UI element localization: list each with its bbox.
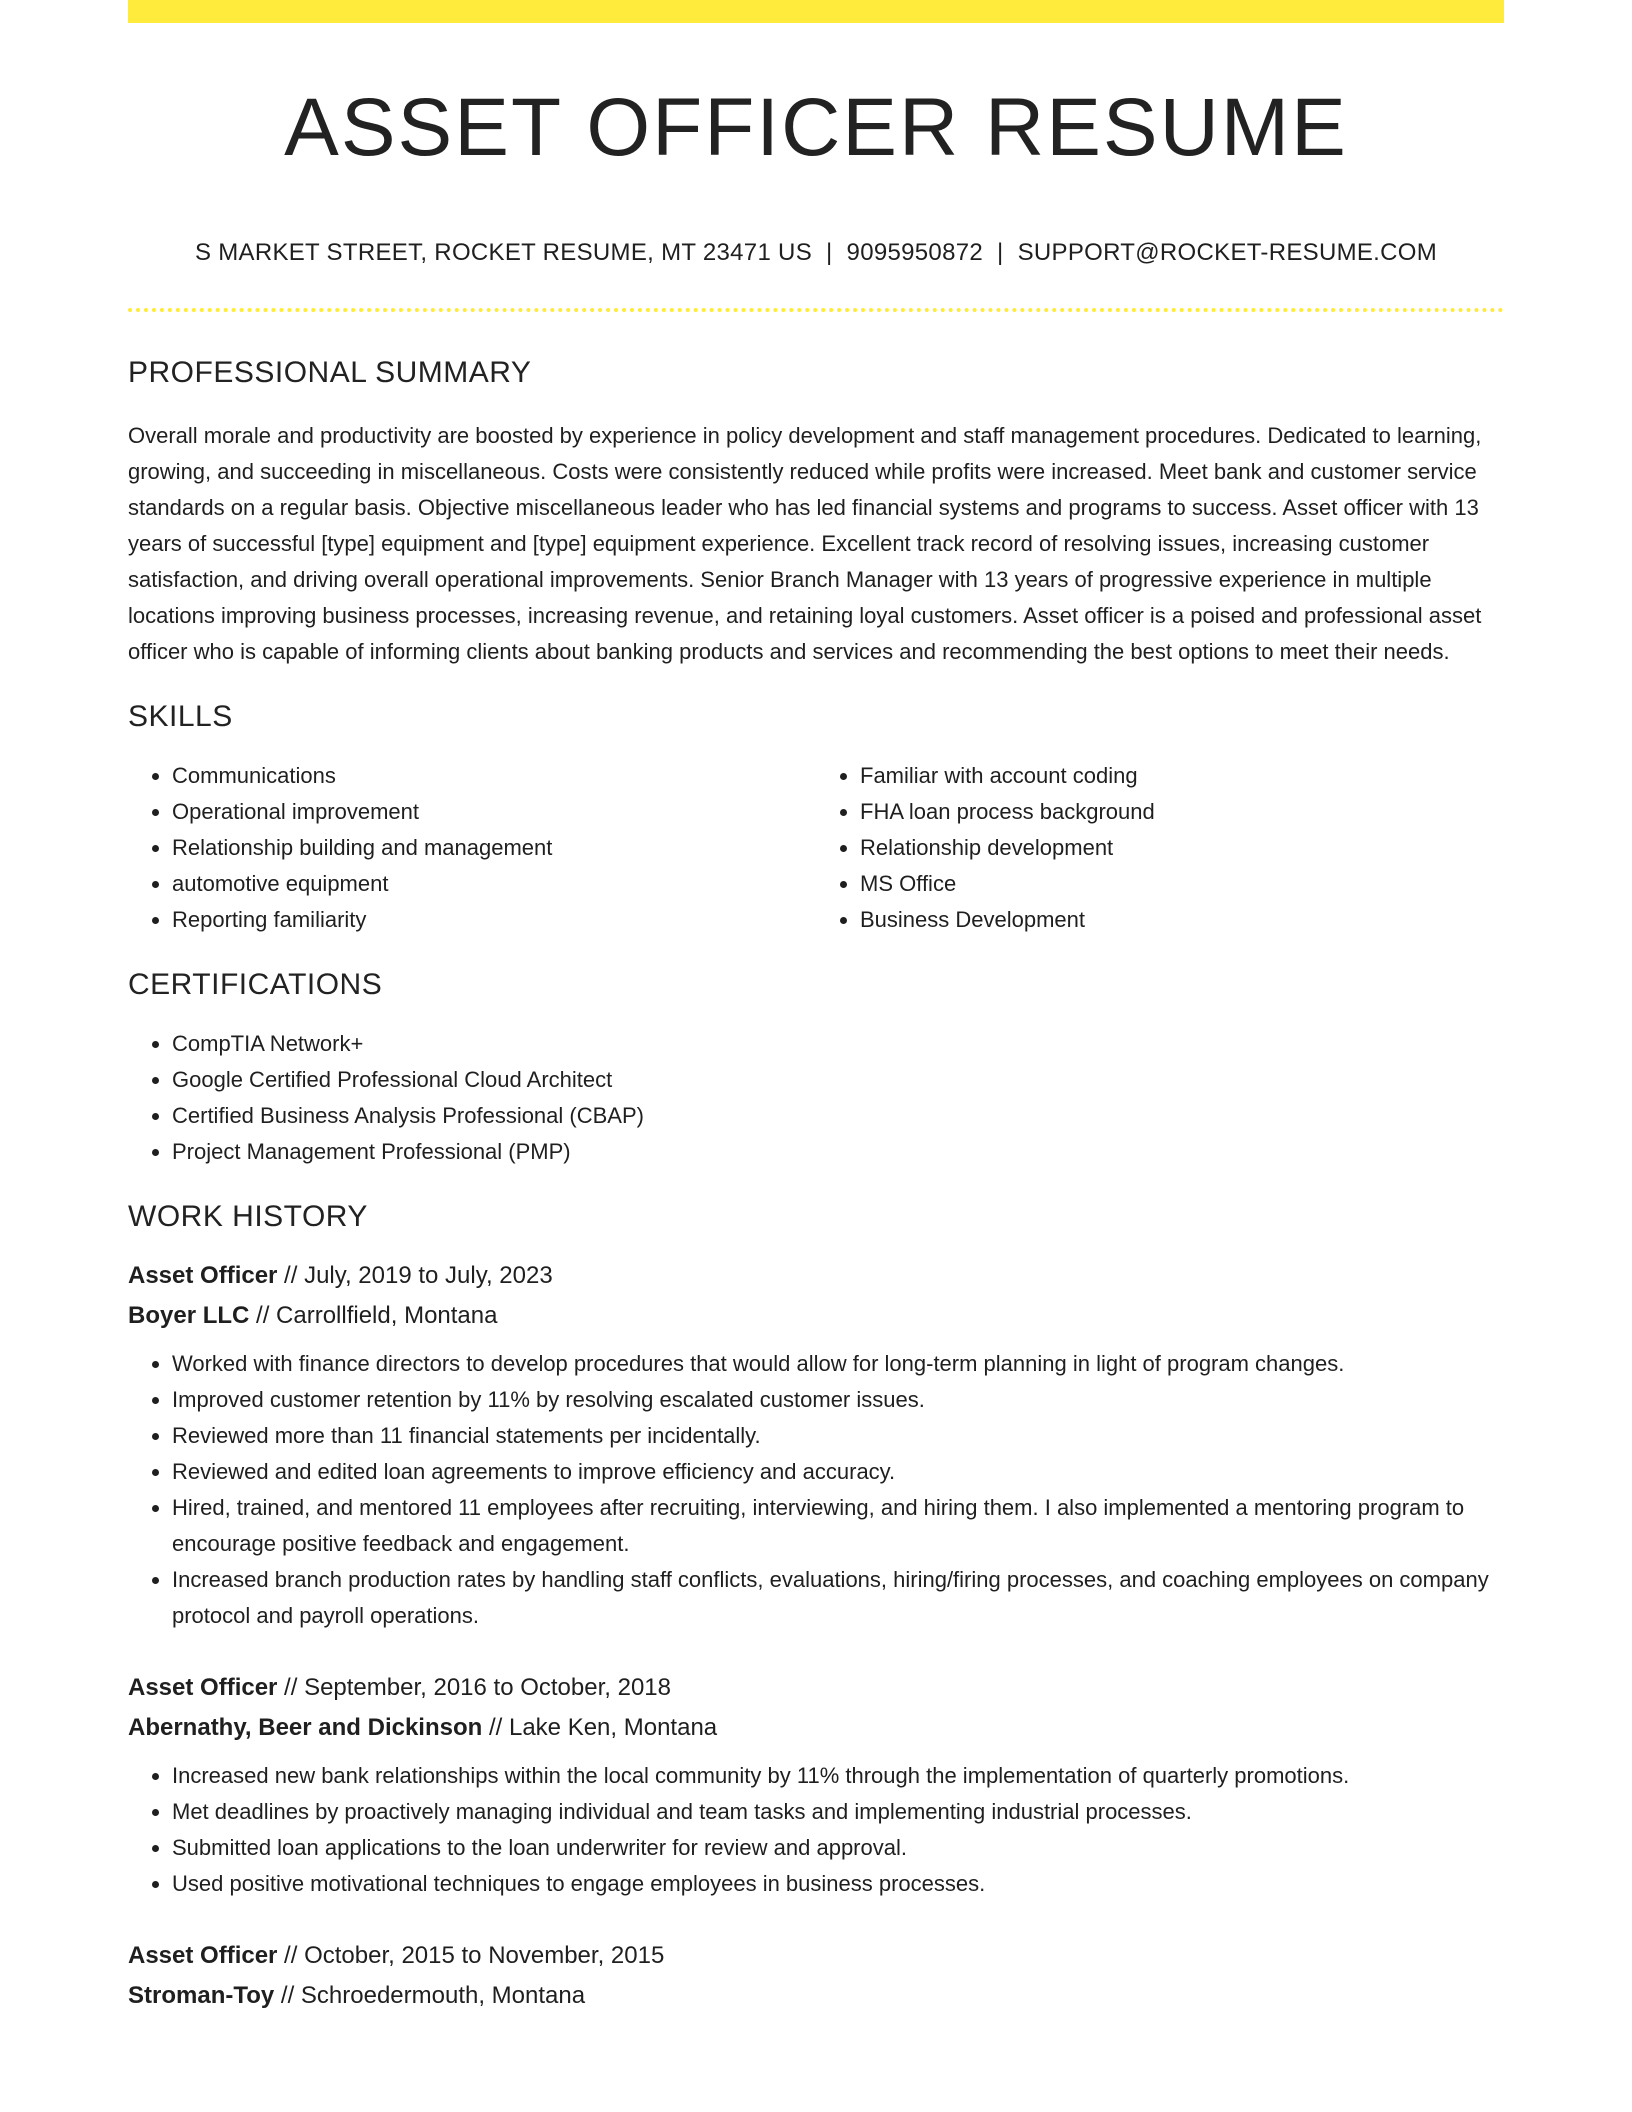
- job-entry: [128, 1936, 1504, 2016]
- job-location: Schroedermouth, Montana: [300, 1982, 586, 2010]
- resume-page: [128, 0, 1504, 2016]
- skill-item: • Operational improvement: [172, 794, 816, 830]
- certifications-list: [128, 1026, 1504, 1170]
- contact-phone: 9095950872: [846, 239, 984, 267]
- job-location: Carrollfield, Montana: [276, 1302, 498, 1330]
- job-location: Lake Ken, Montana: [508, 1714, 718, 1742]
- skill-item: • MS Office: [860, 866, 1504, 902]
- job-separator: //: [482, 1714, 509, 1742]
- skill-item: • Familiar with account coding: [860, 758, 1504, 794]
- skills-columns: [128, 758, 1504, 938]
- skills-section: [128, 700, 1504, 938]
- job-bullet: • Increased new bank relationships within the local community by 11% through the implementation of quarterly promotions.: [172, 1758, 1504, 1794]
- job-bullet: • Reviewed and edited loan agreements to improve efficiency and accuracy.: [172, 1454, 1504, 1490]
- job-company: Stroman-Toy: [128, 1982, 275, 2010]
- summary-heading: PROFESSIONAL SUMMARY: [128, 356, 532, 390]
- skill-item: • Reporting familiarity: [172, 902, 816, 938]
- certifications-heading: CERTIFICATIONS: [128, 968, 383, 1002]
- job-dates: October, 2015 to November, 2015: [304, 1942, 665, 1970]
- summary-text: Overall morale and productivity are boosted by experience in policy development and staff management procedures. Dedicated to learning, growing, and succeeding in miscellaneous. Costs were consistently reduced while profits were increased. Meet bank and customer service standards on a regular basis. Objective miscellaneous leader who has led financial systems and programs to success. Asset officer with 13 years of successful [type] equipment and [type] equipment experience. Excellent track record of resolving issues, increasing customer satisfaction, and driving overall operational improvements. Senior Branch Manager with 13 years of progressive experience in multiple locations improving business processes, increasing revenue, and retaining loyal customers. Asset officer is a poised and professional asset officer who is capable of informing clients about banking products and services and recommending the best options to meet their needs.: [128, 423, 1482, 665]
- job-separator: //: [249, 1302, 277, 1330]
- job-bullet: • Submitted loan applications to the loan underwriter for review and approval.: [172, 1830, 1504, 1866]
- resume-title: ASSET OFFICER RESUME: [284, 82, 1348, 173]
- job-bullet: • Increased branch production rates by handling staff conflicts, evaluations, hiring/firing processes, and coaching employees on company protocol and payroll operations.: [172, 1562, 1504, 1634]
- skill-item: • Relationship development: [860, 830, 1504, 866]
- job-bullets: [128, 1346, 1504, 1634]
- job-entry: [128, 1256, 1504, 1634]
- job-title-line: [128, 1936, 1504, 1976]
- certification-item: • CompTIA Network+: [172, 1026, 1504, 1062]
- job-bullet: • Reviewed more than 11 financial statements per incidentally.: [172, 1418, 1504, 1454]
- skill-item: • FHA loan process background: [860, 794, 1504, 830]
- job-bullet: • Used positive motivational techniques to engage employees in business processes.: [172, 1866, 1504, 1902]
- contact-email: SUPPORT@ROCKET-RESUME.COM: [1017, 239, 1438, 267]
- job-company-line: [128, 1296, 1504, 1336]
- contact-address: S MARKET STREET, ROCKET RESUME, MT 23471 US: [194, 239, 812, 267]
- job-title: Asset Officer: [128, 1262, 278, 1290]
- work-history-section: [128, 1200, 1504, 2016]
- contact-line: [128, 239, 1504, 267]
- job-separator: //: [274, 1982, 301, 2010]
- job-title: Asset Officer: [128, 1942, 278, 1970]
- skills-list-right: [816, 758, 1504, 938]
- job-bullet: • Improved customer retention by 11% by resolving escalated customer issues.: [172, 1382, 1504, 1418]
- job-company-line: [128, 1976, 1504, 2016]
- job-bullet: • Met deadlines by proactively managing individual and team tasks and implementing industrial processes.: [172, 1794, 1504, 1830]
- skill-item: • Business Development: [860, 902, 1504, 938]
- contact-separator: |: [826, 239, 833, 267]
- certification-item: • Certified Business Analysis Professional (CBAP): [172, 1098, 1504, 1134]
- job-title-line: [128, 1668, 1504, 1708]
- dotted-divider: [128, 308, 1504, 312]
- work-history-heading: WORK HISTORY: [128, 1200, 368, 1234]
- skill-item: • Relationship building and management: [172, 830, 816, 866]
- job-dates: July, 2019 to July, 2023: [304, 1262, 553, 1290]
- job-company: Boyer LLC: [128, 1302, 250, 1330]
- job-company-line: [128, 1708, 1504, 1748]
- certification-item: • Google Certified Professional Cloud Architect: [172, 1062, 1504, 1098]
- certification-item: • Project Management Professional (PMP): [172, 1134, 1504, 1170]
- job-bullets: [128, 1758, 1504, 1902]
- skills-list-left: [128, 758, 816, 938]
- job-separator: //: [277, 1942, 305, 1970]
- job-bullet: • Worked with finance directors to develop procedures that would allow for long-term planning in light of program changes.: [172, 1346, 1504, 1382]
- job-title: Asset Officer: [128, 1674, 278, 1702]
- skill-item: • Communications: [172, 758, 816, 794]
- job-title-line: [128, 1256, 1504, 1296]
- job-dates: September, 2016 to October, 2018: [304, 1674, 671, 1702]
- contact-separator: |: [997, 239, 1004, 267]
- accent-top-bar: [128, 0, 1504, 23]
- skills-heading: SKILLS: [128, 700, 233, 734]
- job-separator: //: [277, 1674, 305, 1702]
- job-separator: //: [277, 1262, 305, 1290]
- summary-section: [128, 356, 1504, 670]
- skill-item: • automotive equipment: [172, 866, 816, 902]
- job-entry: [128, 1668, 1504, 1902]
- job-company: Abernathy, Beer and Dickinson: [128, 1714, 483, 1742]
- certifications-section: [128, 968, 1504, 1170]
- job-bullet: • Hired, trained, and mentored 11 employees after recruiting, interviewing, and hiring them. I also implemented a mentoring program to encourage positive feedback and engagement.: [172, 1490, 1504, 1562]
